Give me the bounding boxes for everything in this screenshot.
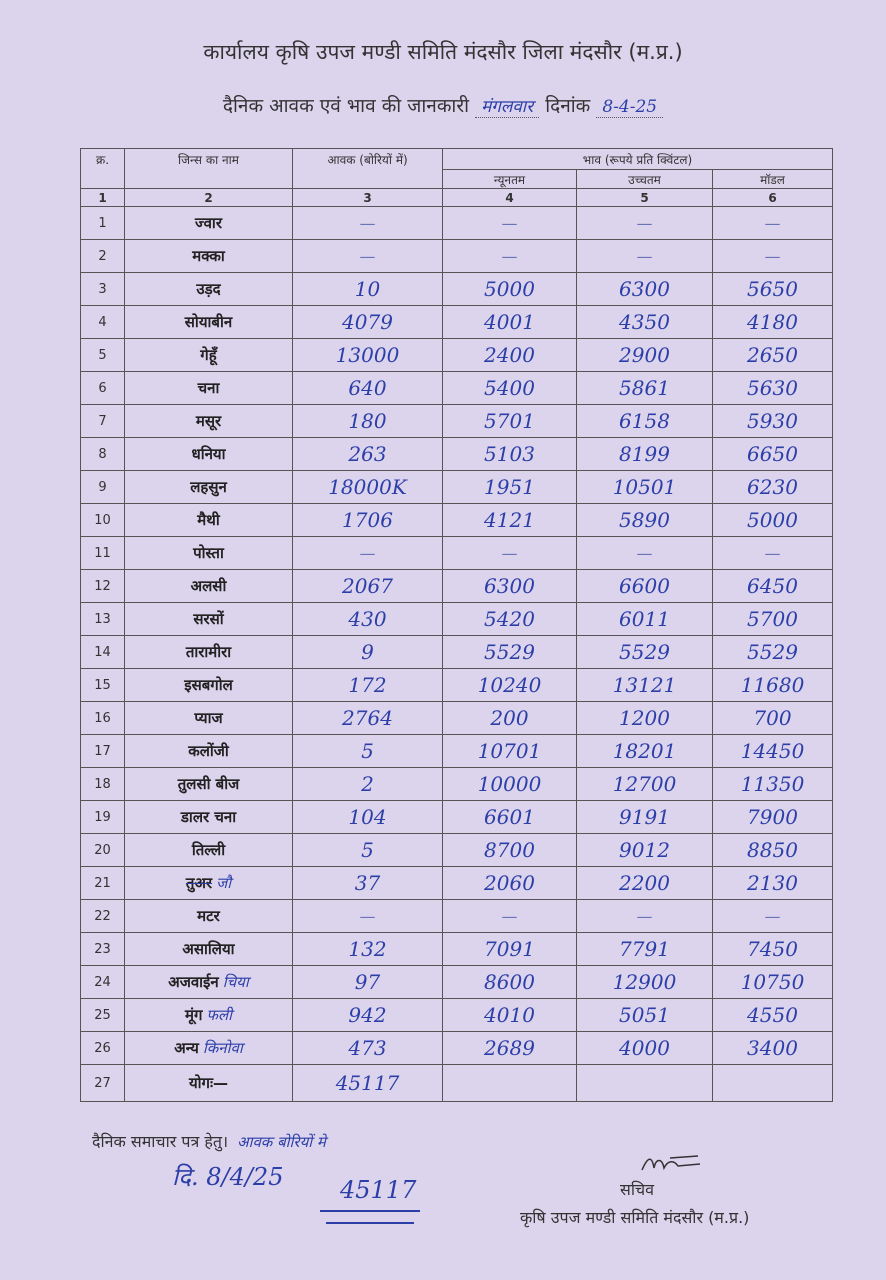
crop-name-cell <box>125 702 293 735</box>
crop-name-cell <box>125 735 293 768</box>
table-row <box>81 933 833 966</box>
modal-cell: 6450 <box>713 570 833 603</box>
max-cell: 9191 <box>577 801 713 834</box>
column-number: 6 <box>713 189 833 207</box>
row-sno: 16 <box>81 702 125 735</box>
secretary-label: सचिव <box>620 1180 655 1199</box>
modal-cell: 5650 <box>713 273 833 306</box>
row-sno: 3 <box>81 273 125 306</box>
table-row <box>81 405 833 438</box>
max-cell: 10501 <box>577 471 713 504</box>
max-cell: 6011 <box>577 603 713 636</box>
row-sno: 4 <box>81 306 125 339</box>
table-row <box>81 834 833 867</box>
crop-name-cell <box>125 240 293 273</box>
max-cell: 2900 <box>577 339 713 372</box>
crop-name: प्याज <box>194 709 223 727</box>
crop-handwritten-note: जौ <box>216 874 232 892</box>
modal-cell: 5700 <box>713 603 833 636</box>
crop-name-cell <box>125 999 293 1032</box>
crop-name: पोस्ता <box>193 544 224 562</box>
min-cell: 6300 <box>443 570 577 603</box>
modal-cell: 11680 <box>713 669 833 702</box>
crop-handwritten-note: किनोवा <box>202 1039 243 1057</box>
arrival-cell: 37 <box>293 867 443 900</box>
total-arrival: 45117 <box>293 1065 443 1102</box>
max-cell: 13121 <box>577 669 713 702</box>
crop-name: मैथी <box>197 511 220 529</box>
table-row <box>81 801 833 834</box>
min-cell: 2060 <box>443 867 577 900</box>
modal-cell: 11350 <box>713 768 833 801</box>
modal-cell: 4550 <box>713 999 833 1032</box>
table-row <box>81 900 833 933</box>
row-sno: 14 <box>81 636 125 669</box>
modal-cell: — <box>713 207 833 240</box>
min-cell: 10000 <box>443 768 577 801</box>
row-sno: 24 <box>81 966 125 999</box>
min-cell: 4121 <box>443 504 577 537</box>
column-number: 3 <box>293 189 443 207</box>
arrival-cell: 172 <box>293 669 443 702</box>
modal-cell: 700 <box>713 702 833 735</box>
table-row <box>81 504 833 537</box>
crop-name: इसबगोल <box>184 676 233 694</box>
crop-name: तारामीरा <box>185 643 232 661</box>
modal-cell: 2650 <box>713 339 833 372</box>
header-price-group: भाव (रूपये प्रति क्विंटल) <box>443 149 833 170</box>
min-cell: 200 <box>443 702 577 735</box>
arrival-cell: — <box>293 207 443 240</box>
min-cell: 5400 <box>443 372 577 405</box>
max-cell: — <box>577 207 713 240</box>
modal-cell: 5930 <box>713 405 833 438</box>
table-row <box>81 438 833 471</box>
min-cell: 7091 <box>443 933 577 966</box>
crop-name-cell <box>125 570 293 603</box>
crop-name: अन्य <box>174 1039 199 1057</box>
row-sno: 15 <box>81 669 125 702</box>
max-cell: 4000 <box>577 1032 713 1065</box>
crop-name-cell <box>125 372 293 405</box>
row-sno: 18 <box>81 768 125 801</box>
min-cell: 5701 <box>443 405 577 438</box>
max-cell: — <box>577 900 713 933</box>
crop-name: डालर चना <box>180 808 237 826</box>
max-cell: 6158 <box>577 405 713 438</box>
crop-name-cell <box>125 471 293 504</box>
arrival-cell: 180 <box>293 405 443 438</box>
column-number-row <box>81 189 833 207</box>
table-row <box>81 636 833 669</box>
rates-table-body <box>81 207 833 1065</box>
crop-name-cell <box>125 438 293 471</box>
column-number: 2 <box>125 189 293 207</box>
arrival-cell: — <box>293 240 443 273</box>
crop-name: मूंग <box>184 1006 203 1024</box>
max-cell: 5051 <box>577 999 713 1032</box>
modal-cell: 6650 <box>713 438 833 471</box>
row-sno: 13 <box>81 603 125 636</box>
signature-mark <box>640 1152 710 1176</box>
row-sno: 17 <box>81 735 125 768</box>
arrival-cell: 9 <box>293 636 443 669</box>
min-cell: 5000 <box>443 273 577 306</box>
arrival-cell: 18000K <box>293 471 443 504</box>
modal-cell: 4180 <box>713 306 833 339</box>
crop-name: मसूर <box>195 412 222 430</box>
table-row <box>81 240 833 273</box>
min-cell: — <box>443 900 577 933</box>
max-cell: 18201 <box>577 735 713 768</box>
modal-cell: 7900 <box>713 801 833 834</box>
min-cell: 10701 <box>443 735 577 768</box>
min-cell: 4010 <box>443 999 577 1032</box>
row-sno: 19 <box>81 801 125 834</box>
table-row <box>81 537 833 570</box>
header-modal: मॉडल <box>713 170 833 189</box>
header-crop: जिन्स का नाम <box>125 149 293 189</box>
arrival-cell: 473 <box>293 1032 443 1065</box>
subtitle-label: दैनिक आवक एवं भाव की जानकारी <box>222 95 470 117</box>
min-cell: — <box>443 207 577 240</box>
crop-name-cell <box>125 603 293 636</box>
arrival-cell: 263 <box>293 438 443 471</box>
table-row <box>81 1032 833 1065</box>
table-row <box>81 372 833 405</box>
crop-name: अलसी <box>190 577 227 595</box>
crop-name-cell <box>125 207 293 240</box>
crop-name: तिल्ली <box>191 841 226 859</box>
crop-name-cell <box>125 306 293 339</box>
table-row <box>81 306 833 339</box>
crop-name-cell <box>125 900 293 933</box>
crop-name: अजवाईन <box>168 973 219 991</box>
row-sno: 5 <box>81 339 125 372</box>
header-max: उच्चतम <box>577 170 713 189</box>
total-underline <box>326 1222 414 1224</box>
modal-cell: 2130 <box>713 867 833 900</box>
table-row <box>81 669 833 702</box>
modal-cell: 5630 <box>713 372 833 405</box>
table-row <box>81 339 833 372</box>
crop-name: असालिया <box>182 940 235 958</box>
crop-name-cell <box>125 339 293 372</box>
table-row <box>81 735 833 768</box>
crop-name: चना <box>197 379 220 397</box>
crop-name: मक्का <box>192 247 225 265</box>
modal-cell: — <box>713 240 833 273</box>
modal-cell: 8850 <box>713 834 833 867</box>
date-value: 8-4-25 <box>596 97 663 118</box>
arrival-cell: 13000 <box>293 339 443 372</box>
max-cell: 9012 <box>577 834 713 867</box>
day-value: मंगलवार <box>475 97 539 118</box>
arrival-cell: 97 <box>293 966 443 999</box>
header-arrival: आवक (बोरियों में) <box>293 149 443 189</box>
table-row <box>81 570 833 603</box>
arrival-cell: 4079 <box>293 306 443 339</box>
arrival-cell: 2 <box>293 768 443 801</box>
max-cell: — <box>577 537 713 570</box>
crop-name-cell <box>125 273 293 306</box>
min-cell: 10240 <box>443 669 577 702</box>
max-cell: 12700 <box>577 768 713 801</box>
min-cell: 8700 <box>443 834 577 867</box>
max-cell: 4350 <box>577 306 713 339</box>
max-cell: 2200 <box>577 867 713 900</box>
office-title: कार्यालय कृषि उपज मण्डी समिति मंदसौर जिला मंदसौर (म.प्र.) <box>203 40 683 64</box>
arrival-cell: 5 <box>293 735 443 768</box>
modal-cell: 7450 <box>713 933 833 966</box>
row-sno: 2 <box>81 240 125 273</box>
crop-name-cell <box>125 768 293 801</box>
max-cell: 1200 <box>577 702 713 735</box>
modal-cell: 3400 <box>713 1032 833 1065</box>
max-cell: 12900 <box>577 966 713 999</box>
column-number: 4 <box>443 189 577 207</box>
table-row <box>81 966 833 999</box>
crop-name: तुअर <box>185 874 213 892</box>
modal-cell: 6230 <box>713 471 833 504</box>
crop-name-cell <box>125 1032 293 1065</box>
modal-cell: — <box>713 900 833 933</box>
table-row <box>81 207 833 240</box>
modal-cell: 14450 <box>713 735 833 768</box>
arrival-cell: 104 <box>293 801 443 834</box>
table-row <box>81 273 833 306</box>
min-cell: 8600 <box>443 966 577 999</box>
total-underline <box>320 1210 420 1212</box>
crop-name-cell <box>125 966 293 999</box>
crop-name-cell <box>125 669 293 702</box>
arrival-cell: 1706 <box>293 504 443 537</box>
max-cell: 7791 <box>577 933 713 966</box>
max-cell: 6600 <box>577 570 713 603</box>
row-sno: 10 <box>81 504 125 537</box>
crop-handwritten-note: फली <box>206 1006 233 1024</box>
crop-name-cell <box>125 801 293 834</box>
committee-label: कृषि उपज मण्डी समिति मंदसौर (म.प्र.) <box>520 1208 750 1227</box>
row-sno: 1 <box>81 207 125 240</box>
table-row <box>81 768 833 801</box>
crop-name-cell <box>125 405 293 438</box>
min-cell: 2689 <box>443 1032 577 1065</box>
min-cell: 1951 <box>443 471 577 504</box>
crop-name: गेहूँ <box>200 346 217 364</box>
row-sno: 22 <box>81 900 125 933</box>
row-sno: 25 <box>81 999 125 1032</box>
arrival-cell: 132 <box>293 933 443 966</box>
arrival-cell: — <box>293 900 443 933</box>
max-cell: — <box>577 240 713 273</box>
row-sno: 20 <box>81 834 125 867</box>
modal-cell: 5000 <box>713 504 833 537</box>
table-row <box>81 867 833 900</box>
crop-name: कलोंजी <box>188 742 229 760</box>
crop-name: सोयाबीन <box>184 313 233 331</box>
arrival-unit-note: आवक बोरियों मे <box>237 1133 326 1151</box>
row-sno: 11 <box>81 537 125 570</box>
row-sno: 26 <box>81 1032 125 1065</box>
crop-name: धनिया <box>191 445 226 463</box>
min-cell: 5529 <box>443 636 577 669</box>
max-cell: 5890 <box>577 504 713 537</box>
row-sno: 7 <box>81 405 125 438</box>
max-cell: 6300 <box>577 273 713 306</box>
crop-name: लहसुन <box>190 478 227 496</box>
header-sno: क्र. <box>81 149 125 189</box>
handwritten-date: दि. 8/4/25 <box>172 1163 284 1191</box>
subtitle-row <box>0 92 886 118</box>
crop-name: उड़द <box>196 280 221 298</box>
max-cell: 8199 <box>577 438 713 471</box>
crop-name-cell <box>125 933 293 966</box>
newspaper-note <box>92 1130 326 1152</box>
date-label: दिनांक <box>545 95 591 117</box>
arrival-cell: — <box>293 537 443 570</box>
min-cell: — <box>443 537 577 570</box>
row-sno: 8 <box>81 438 125 471</box>
max-cell: 5529 <box>577 636 713 669</box>
arrival-cell: 640 <box>293 372 443 405</box>
arrival-cell: 430 <box>293 603 443 636</box>
crop-name-cell <box>125 537 293 570</box>
newspaper-label: दैनिक समाचार पत्र हेतु। <box>92 1132 229 1151</box>
crop-name: सरसों <box>193 610 224 628</box>
arrival-cell: 942 <box>293 999 443 1032</box>
crop-handwritten-note: चिया <box>222 973 249 991</box>
crop-name: मटर <box>197 907 220 925</box>
header-min: न्यूनतम <box>443 170 577 189</box>
modal-cell: 5529 <box>713 636 833 669</box>
table-row <box>81 999 833 1032</box>
modal-cell: — <box>713 537 833 570</box>
row-sno: 21 <box>81 867 125 900</box>
table-row <box>81 603 833 636</box>
total-sno: 27 <box>81 1065 125 1102</box>
handwritten-total: 45117 <box>340 1176 417 1204</box>
crop-name-cell <box>125 834 293 867</box>
crop-name: तुलसी बीज <box>177 775 240 793</box>
arrival-cell: 5 <box>293 834 443 867</box>
row-sno: 9 <box>81 471 125 504</box>
arrival-cell: 2764 <box>293 702 443 735</box>
arrival-cell: 2067 <box>293 570 443 603</box>
table-row <box>81 471 833 504</box>
min-cell: 6601 <box>443 801 577 834</box>
table-row <box>81 702 833 735</box>
total-row <box>81 1065 833 1102</box>
total-empty-cell <box>577 1065 713 1102</box>
row-sno: 6 <box>81 372 125 405</box>
crop-name-cell <box>125 504 293 537</box>
min-cell: 4001 <box>443 306 577 339</box>
min-cell: 5420 <box>443 603 577 636</box>
row-sno: 23 <box>81 933 125 966</box>
total-empty-cell <box>713 1065 833 1102</box>
min-cell: — <box>443 240 577 273</box>
arrival-cell: 10 <box>293 273 443 306</box>
min-cell: 5103 <box>443 438 577 471</box>
min-cell: 2400 <box>443 339 577 372</box>
total-label: योगः— <box>125 1065 293 1102</box>
column-number: 5 <box>577 189 713 207</box>
crop-name: ज्वार <box>195 214 222 232</box>
max-cell: 5861 <box>577 372 713 405</box>
crop-name-cell <box>125 636 293 669</box>
crop-name-cell <box>125 867 293 900</box>
rates-table <box>80 148 833 1102</box>
column-number: 1 <box>81 189 125 207</box>
total-empty-cell <box>443 1065 577 1102</box>
row-sno: 12 <box>81 570 125 603</box>
modal-cell: 10750 <box>713 966 833 999</box>
